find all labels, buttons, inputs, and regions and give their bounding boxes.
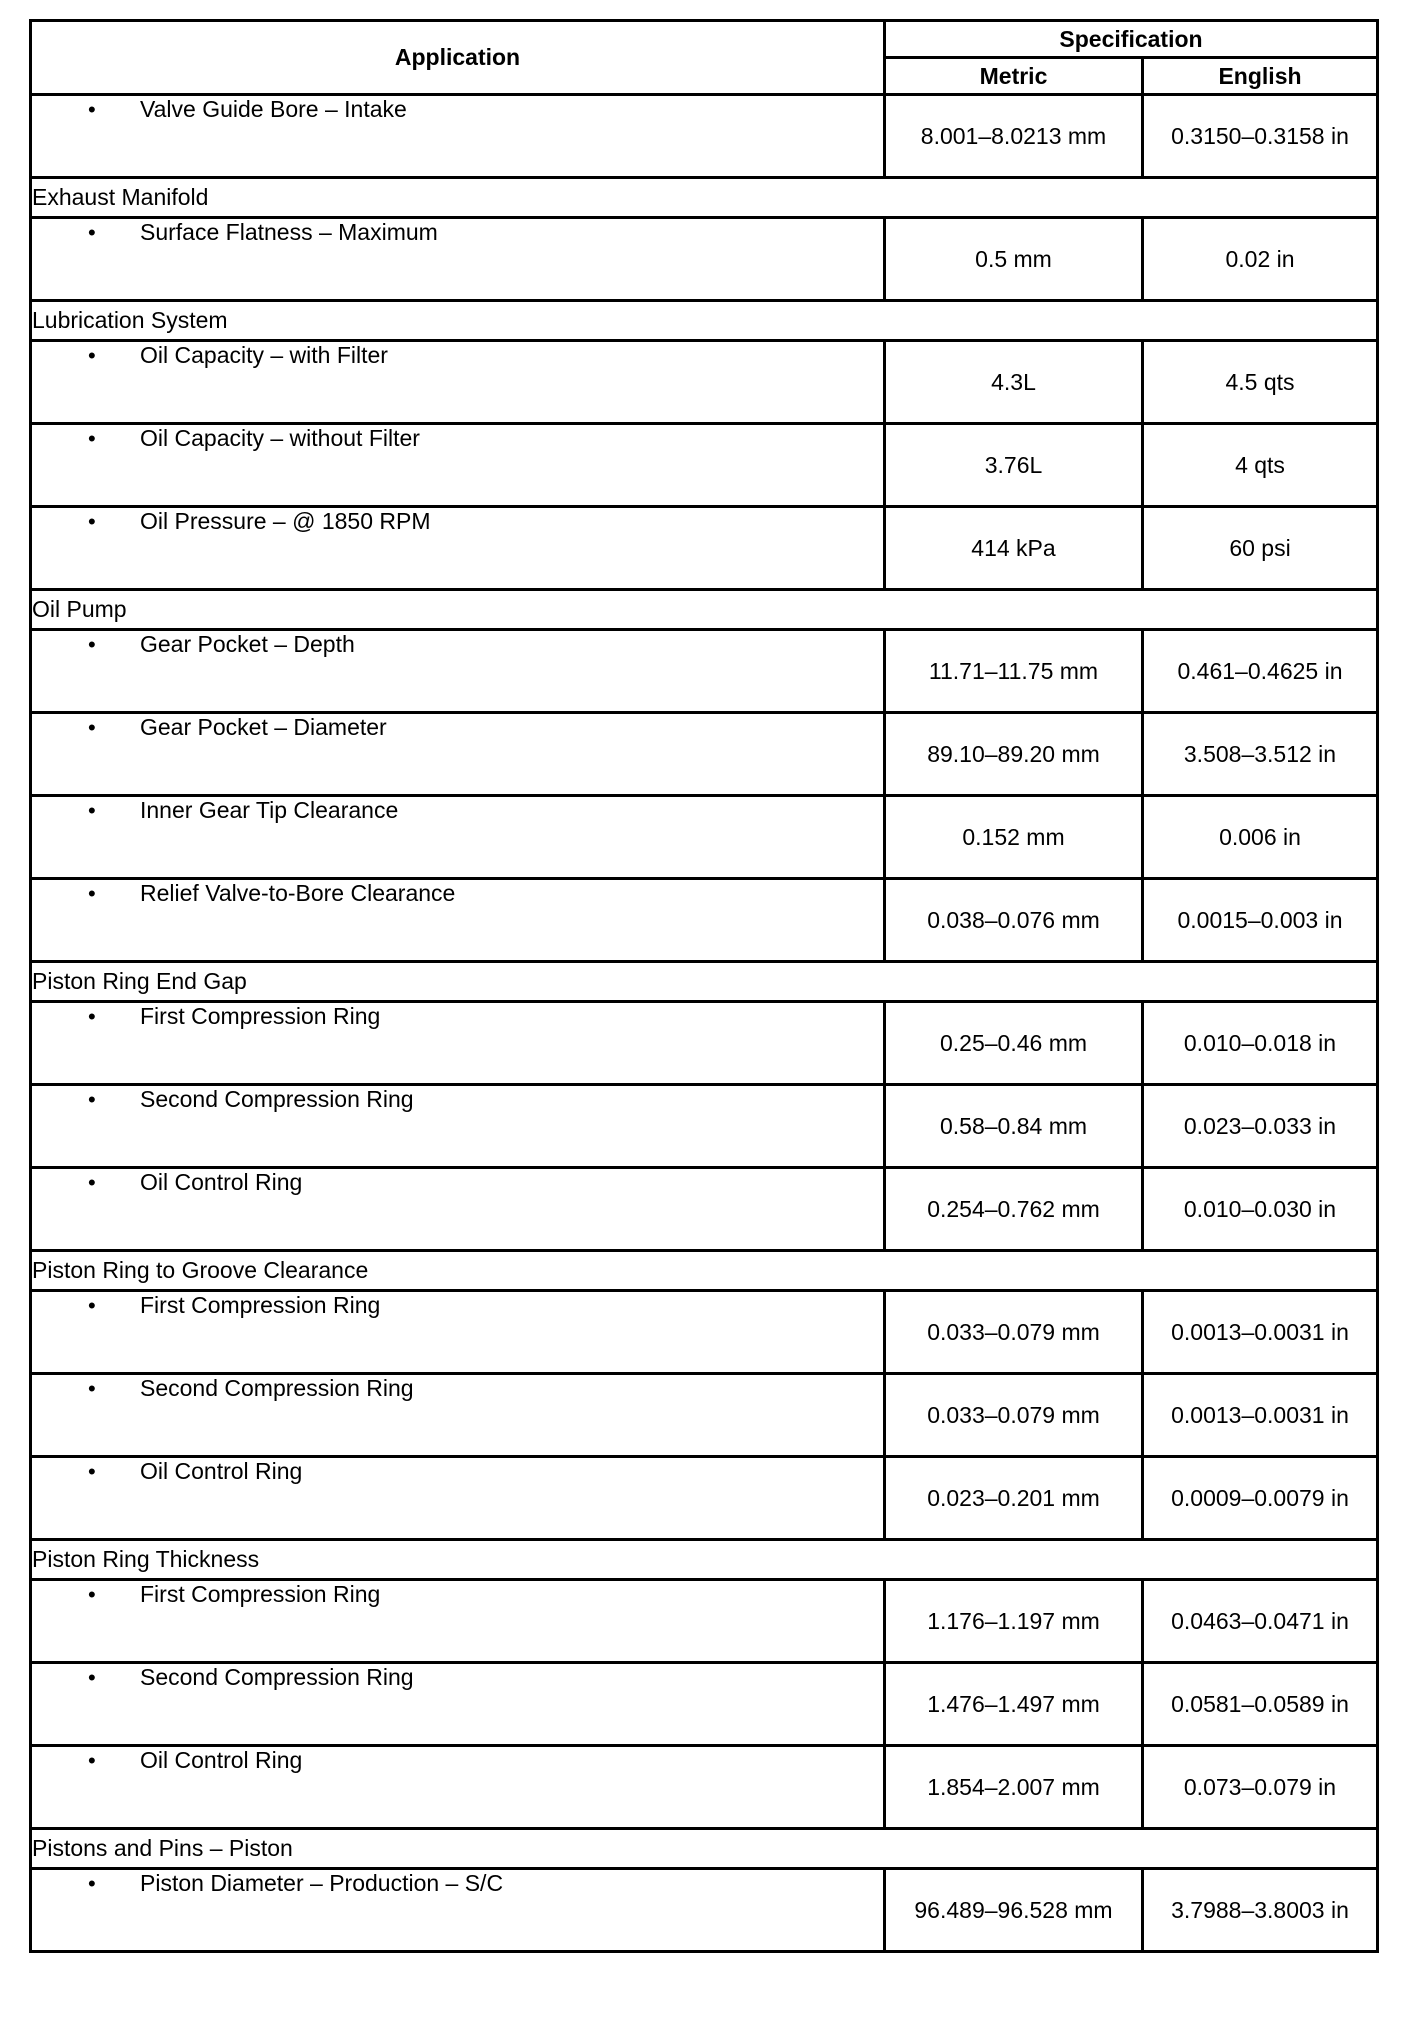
application-cell: [31, 713, 885, 796]
item-label: Oil Pressure – @ 1850 RPM: [140, 508, 431, 534]
item-label: Second Compression Ring: [140, 1664, 414, 1690]
bullet-icon: •: [88, 1004, 96, 1029]
bullet-icon: •: [88, 1748, 96, 1773]
item-label: Inner Gear Tip Clearance: [140, 797, 399, 823]
spec-table: [29, 19, 1379, 1953]
section-title: Piston Ring End Gap: [31, 962, 1378, 1002]
metric-value: 1.854–2.007 mm: [885, 1746, 1143, 1829]
table-row: [31, 1457, 1378, 1540]
english-value: 0.0463–0.0471 in: [1143, 1580, 1378, 1663]
metric-value: 0.254–0.762 mm: [885, 1168, 1143, 1251]
item-label: Oil Capacity – without Filter: [140, 425, 420, 451]
english-value: 0.02 in: [1143, 218, 1378, 301]
section-row: [31, 962, 1378, 1002]
section-row: [31, 178, 1378, 218]
item-label: Oil Control Ring: [140, 1747, 303, 1773]
item-label: First Compression Ring: [140, 1581, 381, 1607]
item-label: Piston Diameter – Production – S/C: [140, 1870, 504, 1896]
section-row: [31, 1540, 1378, 1580]
application-cell: [31, 341, 885, 424]
table-row: [31, 879, 1378, 962]
bullet-icon: •: [88, 632, 96, 657]
section-title: Oil Pump: [31, 590, 1378, 630]
english-value: 0.0013–0.0031 in: [1143, 1374, 1378, 1457]
bullet-icon: •: [88, 1376, 96, 1401]
application-cell: [31, 1869, 885, 1952]
english-value: 0.461–0.4625 in: [1143, 630, 1378, 713]
metric-value: 96.489–96.528 mm: [885, 1869, 1143, 1952]
metric-value: 4.3L: [885, 341, 1143, 424]
application-cell: [31, 1291, 885, 1374]
application-cell: [31, 1374, 885, 1457]
section-row: [31, 590, 1378, 630]
application-cell: [31, 1168, 885, 1251]
item-label: Second Compression Ring: [140, 1086, 414, 1112]
metric-value: 1.176–1.197 mm: [885, 1580, 1143, 1663]
bullet-icon: •: [88, 426, 96, 451]
metric-value: 0.25–0.46 mm: [885, 1002, 1143, 1085]
section-title: Piston Ring Thickness: [31, 1540, 1378, 1580]
english-value: 4.5 qts: [1143, 341, 1378, 424]
application-cell: [31, 1746, 885, 1829]
bullet-icon: •: [88, 1871, 96, 1896]
application-cell: [31, 1580, 885, 1663]
english-value: 3.508–3.512 in: [1143, 713, 1378, 796]
item-label: First Compression Ring: [140, 1292, 381, 1318]
application-cell: [31, 879, 885, 962]
metric-value: 0.033–0.079 mm: [885, 1374, 1143, 1457]
bullet-icon: •: [88, 1170, 96, 1195]
metric-value: 1.476–1.497 mm: [885, 1663, 1143, 1746]
table-row: [31, 1580, 1378, 1663]
table-row: [31, 1869, 1378, 1952]
bullet-icon: •: [88, 1293, 96, 1318]
metric-value: 11.71–11.75 mm: [885, 630, 1143, 713]
section-title: Piston Ring to Groove Clearance: [31, 1251, 1378, 1291]
section-row: [31, 301, 1378, 341]
english-value: 0.3150–0.3158 in: [1143, 95, 1378, 178]
english-value: 0.073–0.079 in: [1143, 1746, 1378, 1829]
application-cell: [31, 507, 885, 590]
bullet-icon: •: [88, 343, 96, 368]
bullet-icon: •: [88, 1582, 96, 1607]
english-value: 0.0009–0.0079 in: [1143, 1457, 1378, 1540]
application-cell: [31, 218, 885, 301]
section-row: [31, 1829, 1378, 1869]
bullet-icon: •: [88, 881, 96, 906]
spec-body: [31, 95, 1378, 1952]
metric-value: 414 kPa: [885, 507, 1143, 590]
english-value: 0.0013–0.0031 in: [1143, 1291, 1378, 1374]
item-label: Valve Guide Bore – Intake: [140, 96, 407, 122]
application-cell: [31, 1002, 885, 1085]
metric-value: 0.033–0.079 mm: [885, 1291, 1143, 1374]
metric-value: 3.76L: [885, 424, 1143, 507]
item-label: Gear Pocket – Depth: [140, 631, 355, 657]
header-specification: Specification: [885, 21, 1378, 58]
application-cell: [31, 796, 885, 879]
english-value: 0.023–0.033 in: [1143, 1085, 1378, 1168]
bullet-icon: •: [88, 715, 96, 740]
bullet-icon: •: [88, 220, 96, 245]
section-row: [31, 1251, 1378, 1291]
item-label: First Compression Ring: [140, 1003, 381, 1029]
metric-value: 0.152 mm: [885, 796, 1143, 879]
metric-value: 89.10–89.20 mm: [885, 713, 1143, 796]
english-value: 0.0581–0.0589 in: [1143, 1663, 1378, 1746]
english-value: 0.0015–0.003 in: [1143, 879, 1378, 962]
bullet-icon: •: [88, 97, 96, 122]
item-label: Second Compression Ring: [140, 1375, 414, 1401]
metric-value: 0.038–0.076 mm: [885, 879, 1143, 962]
item-label: Surface Flatness – Maximum: [140, 219, 438, 245]
table-row: [31, 1002, 1378, 1085]
application-cell: [31, 424, 885, 507]
section-title: Pistons and Pins – Piston: [31, 1829, 1378, 1869]
header-english: English: [1143, 58, 1378, 95]
table-row: [31, 507, 1378, 590]
application-cell: [31, 1457, 885, 1540]
table-row: [31, 1168, 1378, 1251]
header-application: Application: [31, 21, 885, 95]
english-value: 3.7988–3.8003 in: [1143, 1869, 1378, 1952]
metric-value: 0.58–0.84 mm: [885, 1085, 1143, 1168]
header-metric: Metric: [885, 58, 1143, 95]
english-value: 0.010–0.030 in: [1143, 1168, 1378, 1251]
application-cell: [31, 1085, 885, 1168]
item-label: Oil Control Ring: [140, 1458, 303, 1484]
application-cell: [31, 95, 885, 178]
header-row: [31, 21, 1378, 58]
item-label: Relief Valve-to-Bore Clearance: [140, 880, 456, 906]
item-label: Oil Capacity – with Filter: [140, 342, 388, 368]
table-row: [31, 713, 1378, 796]
table-row: [31, 218, 1378, 301]
english-value: 0.010–0.018 in: [1143, 1002, 1378, 1085]
section-title: Exhaust Manifold: [31, 178, 1378, 218]
table-row: [31, 1746, 1378, 1829]
table-row: [31, 95, 1378, 178]
english-value: 4 qts: [1143, 424, 1378, 507]
bullet-icon: •: [88, 798, 96, 823]
section-title: Lubrication System: [31, 301, 1378, 341]
table-row: [31, 1291, 1378, 1374]
bullet-icon: •: [88, 1665, 96, 1690]
metric-value: 0.5 mm: [885, 218, 1143, 301]
application-cell: [31, 630, 885, 713]
item-label: Gear Pocket – Diameter: [140, 714, 387, 740]
bullet-icon: •: [88, 1087, 96, 1112]
bullet-icon: •: [88, 1459, 96, 1484]
application-cell: [31, 1663, 885, 1746]
metric-value: 0.023–0.201 mm: [885, 1457, 1143, 1540]
table-row: [31, 630, 1378, 713]
table-row: [31, 1663, 1378, 1746]
metric-value: 8.001–8.0213 mm: [885, 95, 1143, 178]
item-label: Oil Control Ring: [140, 1169, 303, 1195]
table-row: [31, 341, 1378, 424]
english-value: 60 psi: [1143, 507, 1378, 590]
table-row: [31, 796, 1378, 879]
table-row: [31, 1085, 1378, 1168]
table-row: [31, 1374, 1378, 1457]
english-value: 0.006 in: [1143, 796, 1378, 879]
table-row: [31, 424, 1378, 507]
bullet-icon: •: [88, 509, 96, 534]
